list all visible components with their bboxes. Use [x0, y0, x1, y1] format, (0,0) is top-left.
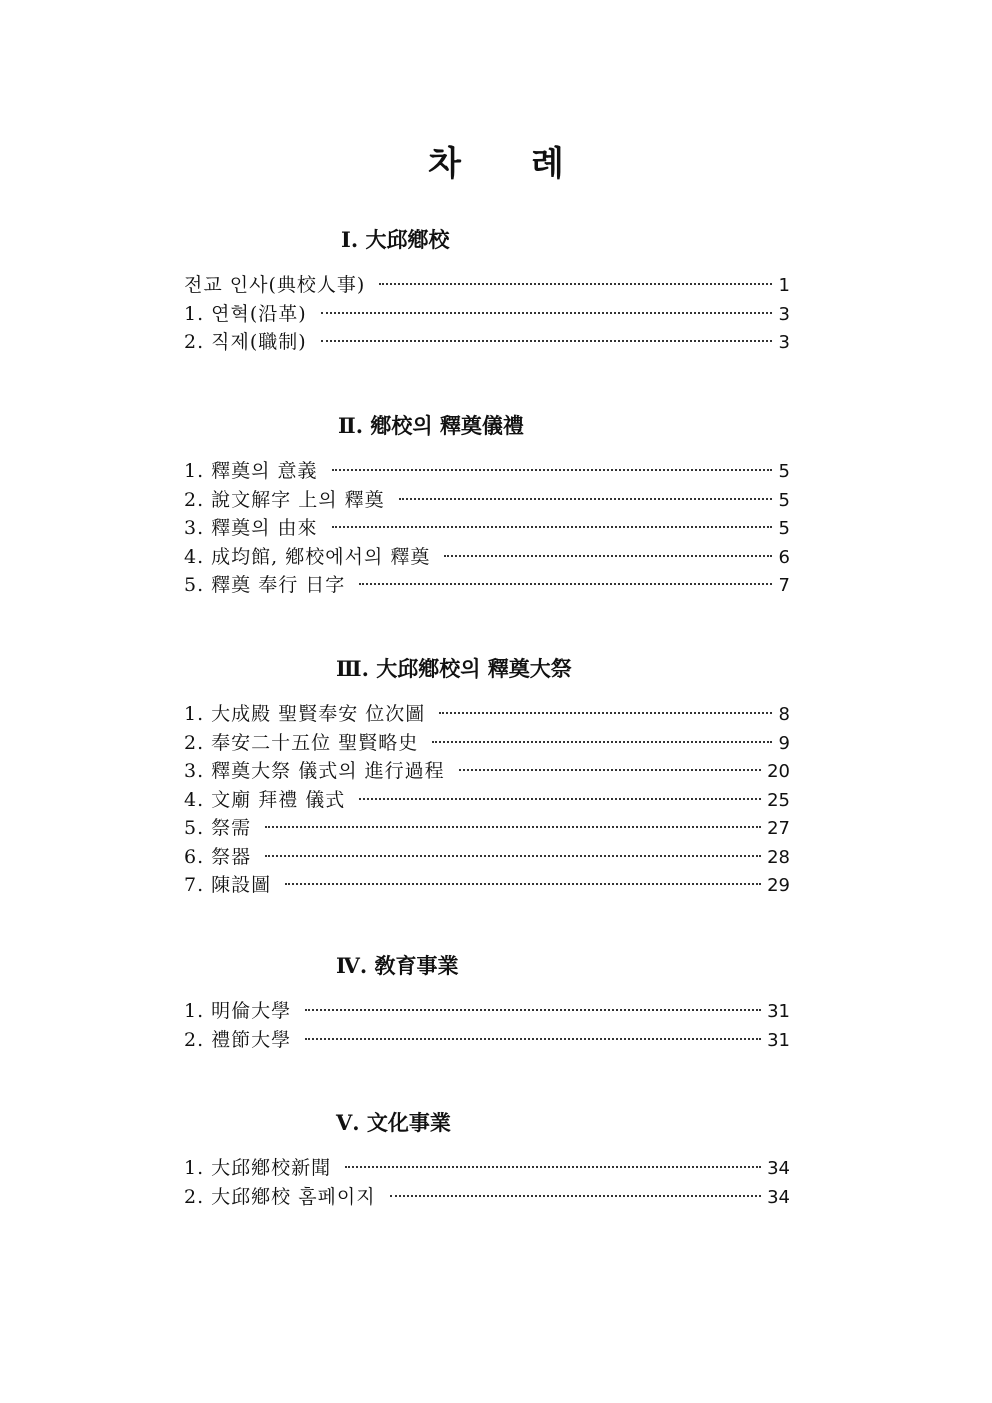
- dot-leader: [390, 1195, 761, 1197]
- toc-entry[interactable]: [184, 300, 790, 329]
- toc-entry[interactable]: [184, 457, 790, 486]
- dot-leader: [285, 883, 761, 885]
- entry-label: 5. 祭需: [184, 817, 252, 839]
- entry-page: 31: [767, 1029, 790, 1051]
- toc-entry[interactable]: [184, 571, 790, 600]
- title-char-1: 차: [428, 144, 461, 184]
- entry-page: 28: [767, 846, 790, 868]
- dot-leader: [332, 469, 772, 471]
- toc-entry[interactable]: [184, 1154, 790, 1183]
- title-char-2: 례: [531, 144, 564, 184]
- entry-label: 3. 釋奠의 由來: [184, 517, 318, 539]
- dot-leader: [444, 555, 772, 557]
- toc-section-1: [184, 223, 790, 357]
- page-title: [0, 136, 992, 185]
- toc-entry[interactable]: [184, 757, 790, 786]
- entry-page: 7: [778, 575, 790, 596]
- entry-label: 3. 釋奠大祭 儀式의 進行過程: [184, 760, 445, 782]
- entry-label: 1. 大邱鄕校新聞: [184, 1157, 332, 1179]
- entry-label: 4. 成均館, 鄕校에서의 釋奠: [184, 545, 431, 568]
- entry-page: 27: [767, 818, 790, 839]
- entry-page: 8: [778, 704, 790, 725]
- entry-label: 7. 陳設圖: [184, 874, 272, 896]
- entry-page: 1: [778, 275, 790, 296]
- entry-label: 2. 禮節大學: [184, 1028, 292, 1051]
- entry-page: 29: [767, 875, 790, 896]
- section-heading: Ⅲ. 大邱鄕校의 釋奠大祭: [336, 656, 572, 681]
- toc-entry[interactable]: [184, 700, 790, 729]
- dot-leader: [345, 1166, 761, 1168]
- entry-label: 전교 인사(典校人事): [184, 274, 366, 296]
- toc-section-3: [184, 652, 790, 900]
- entry-label: 1. 明倫大學: [184, 1000, 292, 1022]
- toc-entry[interactable]: [184, 271, 790, 300]
- entry-page: 3: [778, 332, 790, 353]
- toc-entry[interactable]: [184, 729, 790, 758]
- entry-label: 2. 奉安二十五位 聖賢略史: [184, 731, 419, 754]
- dot-leader: [459, 769, 761, 771]
- toc-entry[interactable]: [184, 328, 790, 357]
- entry-label: 2. 직제(職制): [184, 331, 307, 353]
- dot-leader: [399, 498, 772, 500]
- entry-page: 6: [778, 546, 790, 568]
- entry-page: 5: [778, 461, 790, 482]
- section-heading: Ⅱ. 鄕校의 釋奠儀禮: [338, 413, 524, 438]
- toc-entry[interactable]: [184, 814, 790, 843]
- entry-label: 2. 說文解字 上의 釋奠: [184, 488, 385, 511]
- entry-label: 5. 釋奠 奉行 日字: [184, 574, 346, 596]
- toc-entry[interactable]: [184, 786, 790, 815]
- toc-section-4: [184, 949, 790, 1054]
- dot-leader: [432, 741, 772, 743]
- entry-page: 5: [778, 518, 790, 539]
- toc-entry[interactable]: [184, 486, 790, 515]
- dot-leader: [359, 583, 772, 585]
- toc-entry[interactable]: [184, 997, 790, 1026]
- dot-leader: [305, 1038, 761, 1040]
- dot-leader: [359, 798, 761, 800]
- section-heading: Ⅰ. 大邱鄕校: [341, 227, 450, 252]
- toc-entry[interactable]: [184, 543, 790, 572]
- section-heading: Ⅴ. 文化事業: [336, 1110, 451, 1135]
- entry-label: 1. 大成殿 聖賢奉安 位次圖: [184, 703, 426, 725]
- entry-page: 31: [767, 1001, 790, 1022]
- entry-page: 34: [767, 1158, 790, 1179]
- toc-entry[interactable]: [184, 871, 790, 900]
- dot-leader: [321, 312, 772, 314]
- entry-page: 9: [778, 732, 790, 754]
- section-heading: Ⅳ. 敎育事業: [336, 953, 459, 978]
- toc-entry[interactable]: [184, 1183, 790, 1212]
- entry-page: 3: [778, 303, 790, 325]
- entry-label: 2. 大邱鄕校 홈페이지: [184, 1185, 376, 1208]
- entry-label: 1. 연혁(沿革): [184, 302, 307, 325]
- dot-leader: [265, 826, 761, 828]
- entry-page: 34: [767, 1186, 790, 1208]
- entry-page: 5: [778, 489, 790, 511]
- entry-label: 4. 文廟 拜禮 儀式: [184, 788, 346, 811]
- toc-section-2: [184, 409, 790, 600]
- dot-leader: [439, 712, 772, 714]
- dot-leader: [321, 340, 772, 342]
- dot-leader: [332, 526, 772, 528]
- entry-page: 20: [767, 761, 790, 782]
- toc-entry[interactable]: [184, 843, 790, 872]
- dot-leader: [265, 855, 761, 857]
- dot-leader: [305, 1009, 761, 1011]
- entry-page: 25: [767, 789, 790, 811]
- toc-entry[interactable]: [184, 1026, 790, 1055]
- toc-section-5: [184, 1106, 790, 1211]
- entry-label: 6. 祭器: [184, 845, 252, 868]
- entry-label: 1. 釋奠의 意義: [184, 460, 318, 482]
- dot-leader: [379, 283, 772, 285]
- toc-entry[interactable]: [184, 514, 790, 543]
